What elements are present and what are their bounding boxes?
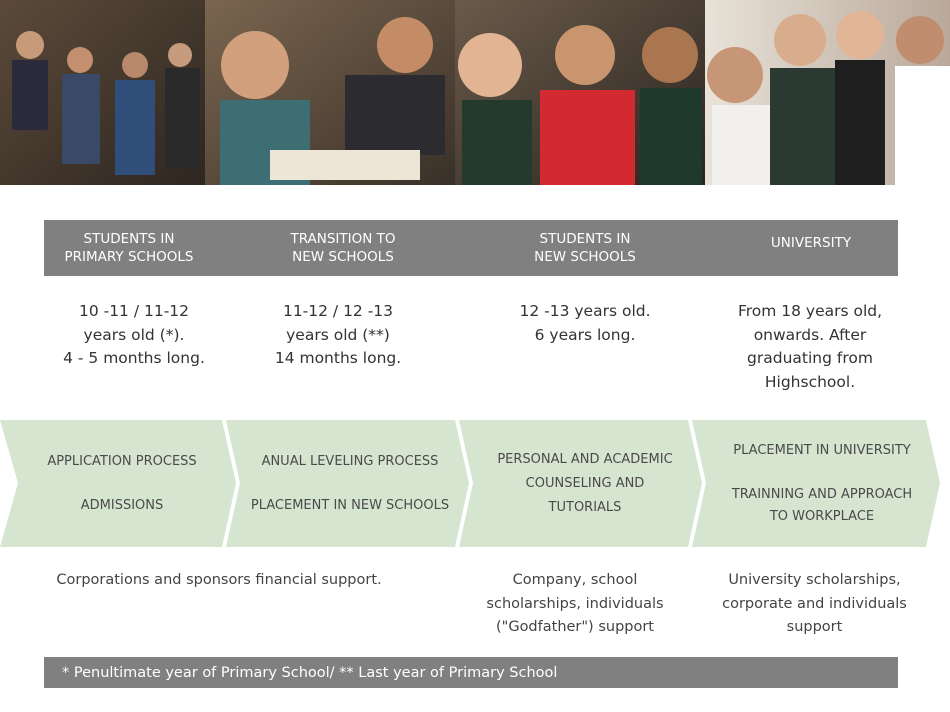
header-label: STUDENTS IN PRIMARY SCHOOLS	[64, 231, 194, 265]
student-photo-collage	[0, 0, 950, 185]
stage-leveling	[240, 420, 460, 547]
header-label: UNIVERSITY	[770, 235, 852, 251]
stage-second-label: PLACEMENT IN NEW SCHOOLS	[250, 497, 450, 513]
stage-university-placement	[712, 420, 932, 547]
footnote-bar	[44, 657, 898, 688]
header-label: TRANSITION TO NEW SCHOOLS	[290, 231, 396, 265]
stage-first-label: ANUAL LEVELING PROCESS	[261, 453, 439, 469]
stages-header-bar	[44, 220, 898, 276]
footnote-text: * Penultimate year of Primary School/ ** Last year of Primary School	[62, 664, 558, 681]
header-university	[724, 220, 898, 276]
photo-collage-image	[0, 0, 950, 185]
new-schools-details: 12 -13 years old. 6 years long.	[519, 302, 651, 344]
header-label: STUDENTS IN NEW SCHOOLS	[534, 231, 636, 265]
stage-first-label: PERSONAL AND ACADEMIC COUNSELING AND TUTORIALS	[497, 451, 673, 515]
stage-application	[22, 420, 222, 547]
stage-second-label: ADMISSIONS	[80, 497, 164, 513]
header-transition	[254, 220, 432, 276]
transition-details: 11-12 / 12 -13 years old (**) 14 months long.	[274, 302, 402, 367]
support-university-scholarships: University scholarships, corporate and individuals support	[722, 572, 907, 635]
stage-first-label: APPLICATION PROCESS	[47, 453, 197, 469]
university-details: From 18 years old, onwards. After graduating from Highschool.	[737, 302, 883, 391]
stage-counseling	[475, 420, 695, 547]
support-company-scholarships: Company, school scholarships, individuals ("Godfather") support	[486, 572, 664, 635]
header-primary-schools	[44, 220, 214, 276]
support-corporations: Corporations and sponsors financial support.	[56, 572, 382, 588]
primary-schools-details: 10 -11 / 11-12 years old (*). 4 - 5 months long.	[63, 302, 205, 367]
stage-first-label: PLACEMENT IN UNIVERSITY	[733, 442, 911, 458]
header-new-schools	[496, 220, 674, 276]
stage-second-label: TRAINNING AND APPROACH TO WORKPLACE	[731, 486, 913, 524]
